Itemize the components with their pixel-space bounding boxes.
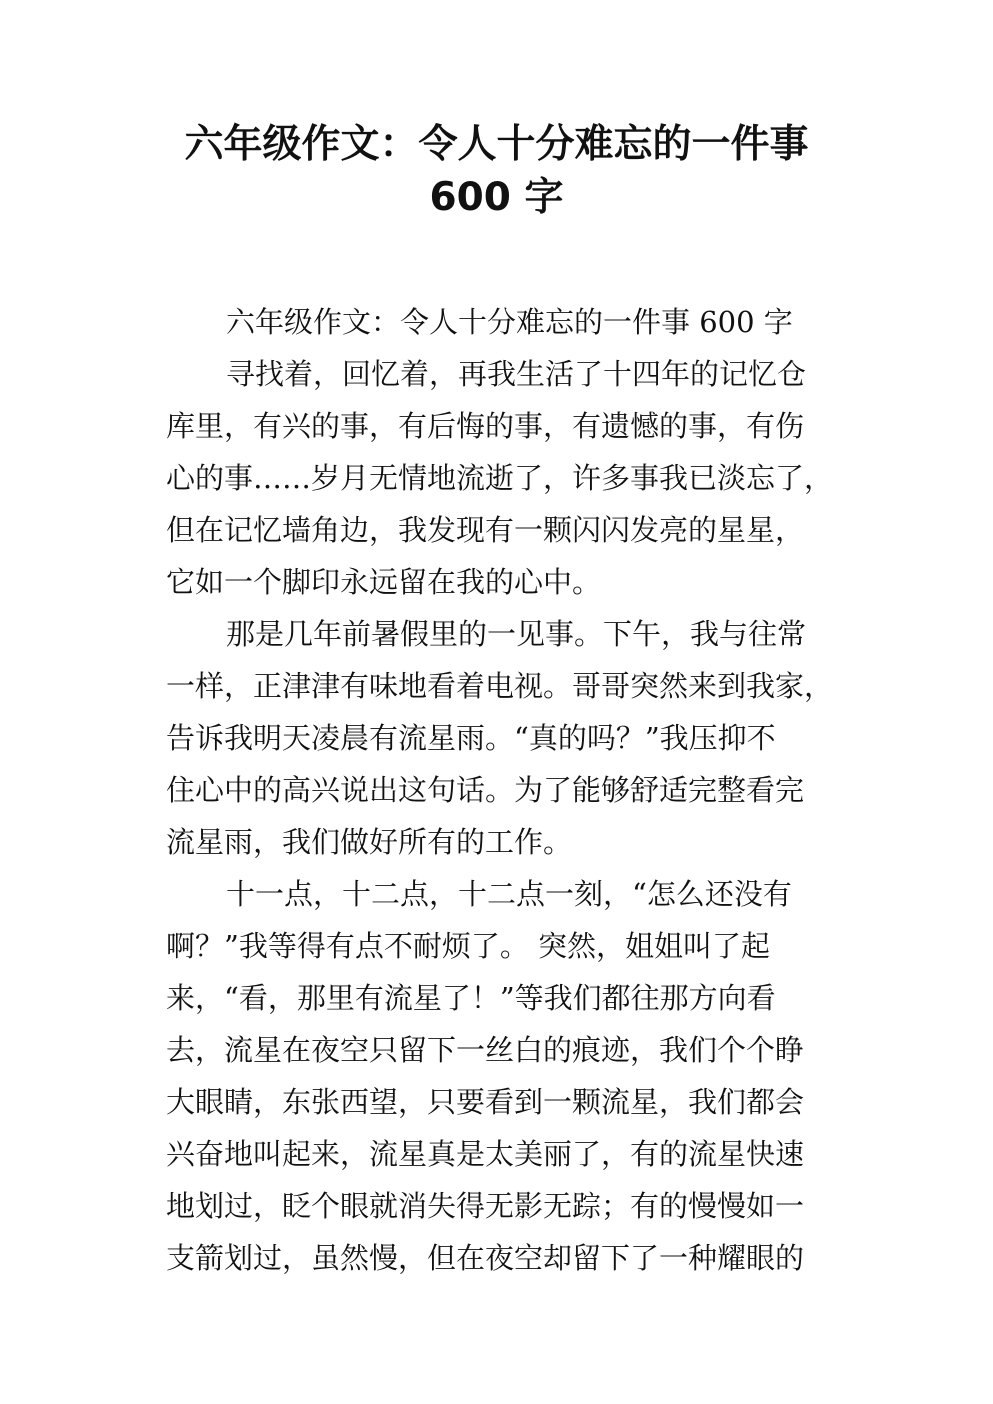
document-title xyxy=(0,118,993,224)
body-line-17: 兴奋地叫起来，流星真是太美丽了，有的流星快速 xyxy=(166,1137,805,1171)
body-line-6: 它如一个脚印永远留在我的心中。 xyxy=(166,565,602,599)
body-line-4: 心的事……岁月无情地流逝了，许多事我已淡忘了， xyxy=(166,461,834,495)
body-line-5: 但在记忆墙角边，我发现有一颗闪闪发亮的星星， xyxy=(166,513,805,547)
body-line-7: 那是几年前暑假里的一见事。下午，我与往常 xyxy=(226,617,807,651)
body-line-18: 地划过，眨个眼就消失得无影无踪；有的慢慢如一 xyxy=(166,1189,805,1223)
document-body xyxy=(166,296,846,1284)
body-line-15: 去，流星在夜空只留下一丝白的痕迹，我们个个睁 xyxy=(166,1033,805,1067)
body-line-8: 一样，正津津有味地看着电视。哥哥突然来到我家， xyxy=(166,669,834,703)
body-line-19: 支箭划过，虽然慢，但在夜空却留下了一种耀眼的 xyxy=(166,1241,805,1275)
title-line-1: 六年级作文：令人十分难忘的一件事 xyxy=(184,122,809,167)
body-line-11: 流星雨，我们做好所有的工作。 xyxy=(166,825,573,859)
body-line-2: 寻找着，回忆着，再我生活了十四年的记忆仓 xyxy=(226,357,807,391)
body-line-13: 啊？”我等得有点不耐烦了。 突然，姐姐叫了起 xyxy=(166,929,771,963)
body-line-12: 十一点，十二点，十二点一刻，“怎么还没有 xyxy=(226,877,792,911)
body-line-10: 住心中的高兴说出这句话。为了能够舒适完整看完 xyxy=(166,773,805,807)
title-line-2: 600 字 xyxy=(429,175,564,220)
body-line-16: 大眼睛，东张西望，只要看到一颗流星，我们都会 xyxy=(166,1085,805,1119)
body-line-1: 六年级作文：令人十分难忘的一件事 600 字 xyxy=(226,305,793,339)
body-line-14: 来，“看，那里有流星了！”等我们都往那方向看 xyxy=(166,981,776,1015)
body-line-9: 告诉我明天凌晨有流星雨。“真的吗？”我压抑不 xyxy=(166,721,776,755)
body-line-3: 库里，有兴的事，有后悔的事，有遗憾的事，有伤 xyxy=(166,409,805,443)
